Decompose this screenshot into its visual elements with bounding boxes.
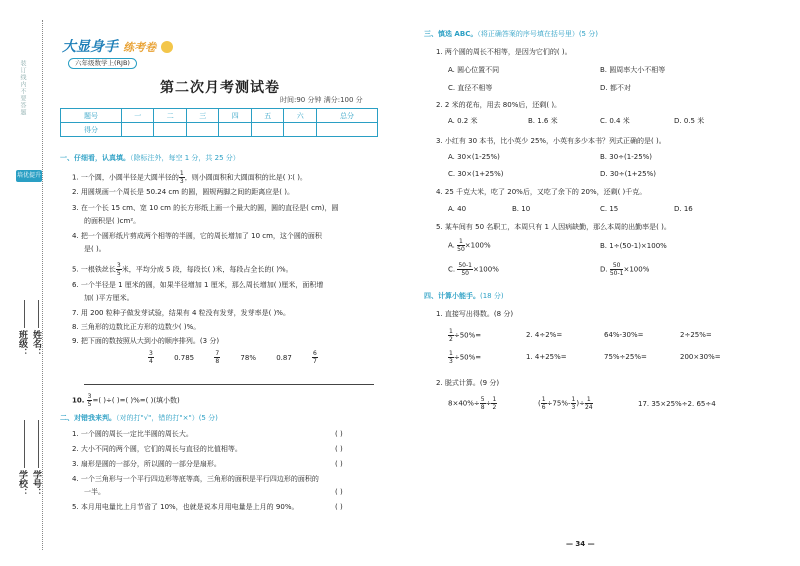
calc-item: 8×40%÷ $\frac{5}{8}$ ÷ $\frac{1}{2}$ [448,396,497,411]
answer-paren[interactable]: ( ) [335,488,343,496]
option[interactable]: C. 直径不相等 [448,84,493,92]
sec4-q2: 2. 脱式计算。(9 分) [436,379,500,387]
calc-text: ÷50%= [453,331,482,340]
score-cell[interactable] [121,123,154,137]
list-item: 0.785 [174,353,195,362]
sec1-q9-items [148,350,318,365]
frac-den: 4 [149,358,153,365]
answer-line[interactable] [84,384,374,385]
frac-num: 3 [87,393,92,400]
brand-logo [62,36,173,56]
frac-den: 7 [313,358,317,365]
option-suffix: ×100% [472,265,499,274]
sec1-q6a: 6. 一个半径是 1 厘米的圆，如果半径增加 1 厘米，那么周长增加( )厘米，面积增 [72,281,324,289]
option-prefix: D. [600,265,610,274]
calc-item: 1. 4+25%= [526,353,567,361]
frac-den: 50 [461,270,469,277]
option-prefix: C. [448,265,458,274]
sec2-title: 二、对错我来判。 [60,414,116,422]
sec3-q3: 3. 小红有 30 本书，比小英少 25%，小英有多少本书？列式正确的是( )。 [436,137,666,145]
frac-num: 3 [116,262,121,269]
sec3-q1: 1. 两个圆的周长不相等，是因为它们的( )。 [436,48,572,56]
sec1-heading [60,154,240,163]
sec1-q6b: 加( )平方厘米。 [84,294,134,302]
score-header: 一 [121,109,154,123]
calc-text: ( [538,399,541,408]
sec3-note: （将正确答案的序号填在括号里）(5 分) [477,30,598,38]
option[interactable] [448,238,491,253]
sec1-q4a: 4. 把一个圆形纸片剪成两个相等的半圆，它的周长增加了 10 cm，这个圆的面积 [72,232,322,240]
sec1-q3a: 3. 在一个长 15 cm、宽 10 cm 的长方形纸上画一个最大的圆，圆的直径是( cm)，圆 [72,204,339,212]
sec4-q1: 1. 直接写出得数。(8 分) [436,310,514,318]
q10-num: 10. [72,396,85,405]
frac-den: 50 [457,246,465,253]
score-cell[interactable] [219,123,252,137]
sec4-note: (18 分) [480,292,504,300]
score-header: 总分 [316,109,377,123]
frac-den: 5 [87,401,92,408]
score-cell[interactable] [284,123,317,137]
sec1-note: （除标注外，每空 1 分，共 25 分） [130,154,240,162]
score-table [60,108,378,137]
option[interactable]: C. 15 [600,205,619,213]
calc-item: 64%-30%= [604,331,644,339]
class-label: 班级： [17,330,27,357]
frac-num: 50-1 [458,262,472,269]
page-title: 第二次月考测试卷 [160,80,280,96]
score-cell[interactable] [186,123,219,137]
frac-num: 1 [449,350,453,357]
sec2-heading [60,414,218,423]
option[interactable]: D. 16 [674,205,693,213]
option[interactable]: A. 圆心位置不同 [448,66,500,74]
calc-item [448,328,481,343]
option-fraction [610,262,624,277]
list-item [312,350,318,365]
list-item: 4. 一个三角形与一个平行四边形等底等高，三角形的面积是平行四边形的面积的 [72,475,319,483]
calc-text: ÷50%= [453,353,482,362]
badge: 培优提升 [16,170,42,182]
sec1-q9: 9. 把下面的数按照从大到小的顺序排列。(3 分) [72,337,220,345]
score-cell[interactable] [316,123,377,137]
score-header: 三 [186,109,219,123]
frac-num: 1 [179,170,184,177]
exam-meta: 时间:90 分钟 满分:100 分 [280,96,363,104]
sec1-q2: 2. 用圆规画一个周长是 50.24 cm 的圆，圆规两脚之间的距离应是( )。 [72,188,294,196]
score-cell[interactable] [251,123,284,137]
answer-paren[interactable]: ( ) [335,460,343,468]
q1-text-b: ，则小圆面积和大圆面积的比是( )∶( )。 [184,173,307,182]
frac-den: 50-1 [609,270,624,277]
option[interactable]: D. 都不对 [600,84,631,92]
option[interactable]: B. 10 [512,205,531,213]
q1-text-a: 1. 一个圆，小圆半径是大圆半径的 [72,173,179,182]
option[interactable]: D. 30÷(1+25%) [600,170,656,178]
calc-item: 200×30%= [680,353,721,361]
option[interactable]: B. 1÷(50-1)×100% [600,242,667,250]
class-line [24,300,25,328]
sec2-note: （对的打"√"，错的打"×"）(5 分) [116,414,218,422]
calc-text: ÷75%- [546,399,571,408]
calc-item: 17. 35×25%÷2. 65÷4 [638,400,716,408]
frac-num: 50 [610,262,624,270]
calc-fraction [480,396,486,411]
frac-num: 1 [492,396,497,403]
school-label: 学校： [17,470,27,497]
sec1-title: 一、仔细看，认真填。 [60,154,130,162]
option[interactable]: C. 0.4 米 [600,117,630,125]
frac-den: 24 [584,404,593,411]
score-row-label: 得分 [61,123,122,137]
frac-den: 2 [492,404,497,411]
brand-name: 大显身手 [62,39,118,55]
option-suffix: ×100% [623,265,650,274]
q10-text: =( )÷( )=( )%=( )(填小数) [92,396,180,405]
score-header: 六 [284,109,317,123]
frac-num: 1 [459,238,463,245]
score-cell[interactable] [154,123,187,137]
calc-fraction [491,396,497,411]
frac-num: 1 [586,396,591,403]
frac-num: 1 [449,328,453,335]
q5-text-a: 5. 一根铁丝长 [72,265,116,274]
binding-notice: 装订线内不要答题 [19,60,26,116]
option-fraction [457,238,465,253]
student-id-label: 学号： [31,470,41,497]
sec3-heading [424,30,598,39]
calc-item: 2. 4÷2%= [526,331,563,339]
mascot-icon [161,41,173,53]
sec3-q2: 2. 2 米的花布，用去 80%后，还剩( )。 [436,101,562,109]
answer-paren[interactable]: ( ) [335,503,343,511]
student-id-line [38,420,39,468]
list-item-cont: 一半。 [84,488,105,496]
option[interactable] [600,262,649,277]
option-suffix: ×100% [464,241,491,250]
option[interactable]: C. 30×(1+25%) [448,170,504,178]
frac-num: 1 [541,396,546,403]
score-header: 四 [219,109,252,123]
list-item [214,350,220,365]
list-item: 0.87 [276,353,292,362]
frac-num: 5 [480,396,485,403]
frac-num: 1 [571,396,576,403]
sec1-q4b: 是( )。 [84,245,106,253]
score-header: 二 [154,109,187,123]
frac-den: 2 [449,336,453,343]
sec3-q4: 4. 25 千克大米，吃了 20%后，又吃了余下的 20%，还剩( )千克。 [436,188,647,196]
frac-num: 3 [149,350,153,357]
score-header: 题号 [61,109,122,123]
sec1-q5 [72,262,293,277]
sec1-q7: 7. 用 200 粒种子做发芽试验，结果有 4 粒没有发芽，发芽率是( )%。 [72,309,290,317]
q5-text-b: 米，平均分成 5 段，每段长( )米，每段占全长的( )%。 [121,265,293,274]
frac-den: 8 [480,404,485,411]
frac-den: 6 [541,404,546,411]
sec3-title: 三、慎选 ABC。 [424,30,478,38]
answer-paren[interactable]: ( ) [335,430,343,438]
option-prefix: A. [448,241,458,250]
calc-item [448,350,481,365]
calc-item: 75%÷25%= [604,353,647,361]
list-item: 5. 本月用电量比上月节省了 10%，也就是说本月用电量是上月的 90%。 [72,503,299,511]
score-header: 五 [251,109,284,123]
frac-den: 3 [449,358,453,365]
frac-den: 3 [571,404,576,411]
frac-den: 5 [116,270,121,277]
list-item: 3. 扇形是圆的一部分，所以圆的一部分是扇形。 [72,460,221,468]
grade-banner: 六年级数学上(RJB) [68,58,137,69]
option[interactable]: A. 40 [448,205,467,213]
list-item [148,350,154,365]
option[interactable]: D. 0.5 米 [674,117,705,125]
list-item: 2. 大小不同的两个圆，它们的周长与直径的比值相等。 [72,445,242,453]
sec4-heading [424,292,504,301]
answer-paren[interactable]: ( ) [335,445,343,453]
calc-text: 8×40%÷ [448,399,480,408]
frac-den: 3 [179,178,184,185]
option[interactable]: B. 1.6 米 [528,117,558,125]
sec3-q5: 5. 某车间有 50 名职工，本周只有 1 人因病缺勤，那么本周的出勤率是( )。 [436,223,671,231]
calc-text: )÷ [576,399,585,408]
sec1-q1 [72,170,307,185]
sec1-q8: 8. 三角形的边数比正方形的边数少( )%。 [72,323,201,331]
frac-den: 8 [215,358,220,365]
sec4-title: 四、计算小能手。 [424,292,480,300]
list-item: 78% [240,353,256,362]
sec1-q10 [72,393,180,408]
calc-item: 2÷25%= [680,331,712,339]
calc-fraction [585,396,593,411]
brand-sub: 练考卷 [123,41,157,54]
option[interactable]: A. 0.2 米 [448,117,478,125]
calc-item [538,396,593,411]
option-fraction [457,262,473,277]
school-line [24,420,25,468]
frac-num: 7 [215,350,220,357]
name-line [38,300,39,328]
page-number: — 34 — [566,540,595,548]
option[interactable] [448,262,499,277]
sec1-q3b: 的面积是( )cm²。 [84,217,141,225]
frac-num: 6 [313,350,317,357]
name-label: 姓名： [31,330,41,357]
option[interactable]: B. 圆周率大小不相等 [600,66,666,74]
option[interactable]: A. 30×(1-25%) [448,153,500,161]
list-item: 1. 一个圆的周长一定比半圆的周长大。 [72,430,193,438]
option[interactable]: B. 30÷(1-25%) [600,153,653,161]
